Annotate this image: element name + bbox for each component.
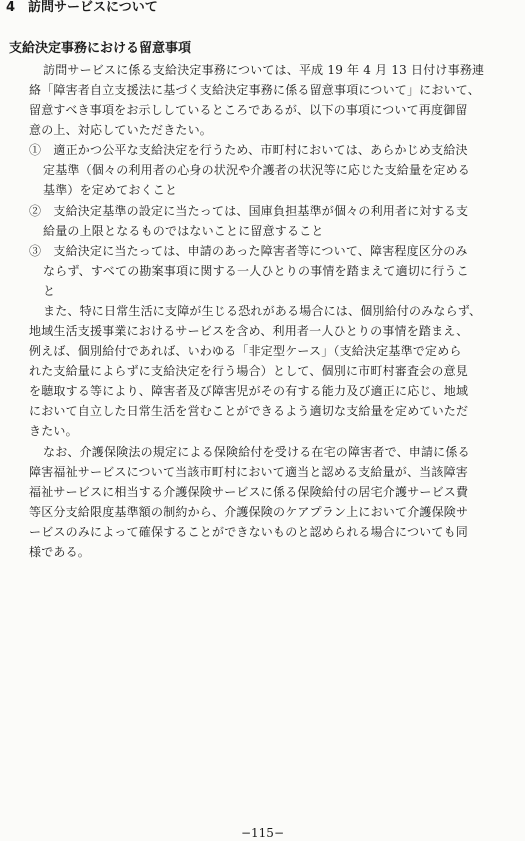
- body-text-line: を聴取する等により、障害者及び障害児がその有する能力及び適正に応じ、地域: [29, 384, 469, 398]
- body-text-line: 絡「障害者自立支援法に基づく支給決定事務に係る留意事項について」において、: [29, 83, 480, 97]
- list-item-text-line: ならず、すべての勘案事項に関する一人ひとりの事情を踏まえて適切に行うこ: [43, 264, 469, 278]
- body-text-line: 地域生活支援事業におけるサービスを含め、利用者一人ひとりの事情を踏まえ、: [29, 324, 469, 338]
- list-item-text-line: ③ 支給決定に当たっては、申請のあった障害者等について、障害程度区分のみ: [29, 244, 468, 258]
- list-item-text-line: 定基準（個々の利用者の心身の状況や介護者の状況等に応じた支給量を定める: [43, 163, 471, 177]
- body-text-line: なお、介護保険法の規定による保険給付を受ける在宅の障害者で、申請に係る: [43, 445, 470, 459]
- list-item-text-line: と: [43, 284, 56, 298]
- body-text-line: 障害福祉サービスについて当該市町村において適当と認める支給量が、当該障害: [29, 465, 468, 479]
- list-item-text-line: ② 支給決定基準の設定に当たっては、国庫負担基準が個々の利用者に対する支: [29, 204, 469, 218]
- body-text-line: 留意すべき事項をお示ししているところであるが、以下の事項について再度御留: [29, 103, 468, 117]
- body-text-line: れた支給量によらずに支給決定を行う場合）として、個別に市町村審査会の意見: [29, 364, 468, 378]
- section-title: 4 訪問サービスについて: [6, 0, 158, 15]
- body-text-line: 訪問サービスに係る支給決定事務については、平成 19 年 4 月 13 日付け事務連: [43, 63, 485, 77]
- body-text-line: 福祉サービスに相当する介護保険サービスに係る保険給付の居宅介護サービス費: [29, 485, 469, 499]
- body-text-line: 様である。: [29, 545, 91, 559]
- body-text-line: 意の上、対応していただきたい。: [29, 123, 213, 137]
- body-text-line: きたい。: [29, 424, 78, 438]
- body-text-line: 等区分支給限度基準額の制約から、介護保険のケアプラン上において介護保険サ: [29, 505, 469, 519]
- page-number: −115−: [240, 826, 284, 840]
- body-text-line: において自立した日常生活を営むことができるよう適切な支給量を定めていただ: [29, 404, 469, 418]
- subsection-title: 支給決定事務における留意事項: [9, 41, 192, 56]
- list-item-text-line: 基準）を定めておくこと: [43, 183, 178, 197]
- body-text-line: 例えば、個別給付であれば、いわゆる「非定型ケース」（支給決定基準で定めら: [29, 344, 462, 358]
- list-item-text-line: ① 適正かつ公平な支給決定を行うため、市町村においては、あらかじめ支給決: [29, 143, 468, 157]
- list-item-text-line: 給量の上限となるものではないことに留意すること: [43, 224, 324, 238]
- body-text-line: また、特に日常生活に支障が生じる恐れがある場合には、個別給付のみならず、: [43, 304, 482, 318]
- body-text-line: ービスのみによって確保することができないものと認められる場合についても同: [29, 525, 468, 539]
